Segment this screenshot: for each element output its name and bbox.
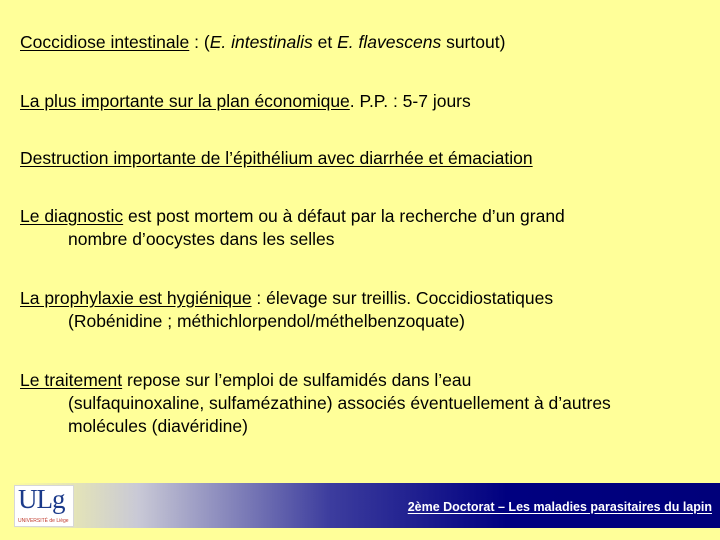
paragraph-line <box>20 205 710 228</box>
logo-subtext: UNIVERSITÉ de Liège <box>18 518 69 524</box>
logo-text: ULg <box>18 484 65 514</box>
paragraph-line-continued: (sulfaquinoxaline, sulfamézathine) associés éventuellement à d’autres <box>68 393 611 413</box>
ulg-logo <box>14 485 74 527</box>
paragraph-destruction <box>20 147 710 170</box>
paragraph-line-continued: (Robénidine ; méthichlorpendol/méthelbenzoquate) <box>68 311 465 331</box>
text-segment: : ( <box>189 32 210 52</box>
term-importance: La plus importante sur la plan économique <box>20 91 350 111</box>
term-traitement: Le traitement <box>20 370 123 390</box>
text-segment: surtout) <box>441 32 506 52</box>
text-segment: est post mortem ou à défaut par la recherche d’un grand <box>123 206 565 226</box>
term-coccidiose-intestinale: Coccidiose intestinale <box>20 32 190 52</box>
text-segment: repose sur l’emploi de sulfamidés dans l’eau <box>122 370 472 390</box>
paragraph-line-continued: nombre d’oocystes dans les selles <box>68 229 335 249</box>
term-destruction: Destruction importante de l’épithélium avec diarrhée et émaciation <box>20 148 533 168</box>
footer-title: 2ème Doctorat – Les maladies parasitaires du lapin <box>407 500 712 514</box>
term-diagnostic: Le diagnostic <box>20 206 124 226</box>
paragraph-importance <box>20 90 710 113</box>
species-name: E. intestinalis <box>209 32 313 52</box>
paragraph-coccidiose <box>20 31 710 54</box>
species-name: E. flavescens <box>337 32 442 52</box>
paragraph-line <box>20 287 710 310</box>
paragraph-traitement <box>20 369 710 438</box>
paragraph-line <box>20 369 710 392</box>
paragraph-line-continued: molécules (diavéridine) <box>68 416 248 436</box>
paragraph-diagnostic <box>20 205 710 251</box>
text-segment: : élevage sur treillis. Coccidiostatiques <box>251 288 554 308</box>
term-prophylaxie: La prophylaxie est hygiénique <box>20 288 252 308</box>
text-segment: et <box>312 32 338 52</box>
paragraph-prophylaxie <box>20 287 710 333</box>
text-segment: . P.P. : 5-7 jours <box>349 91 471 111</box>
